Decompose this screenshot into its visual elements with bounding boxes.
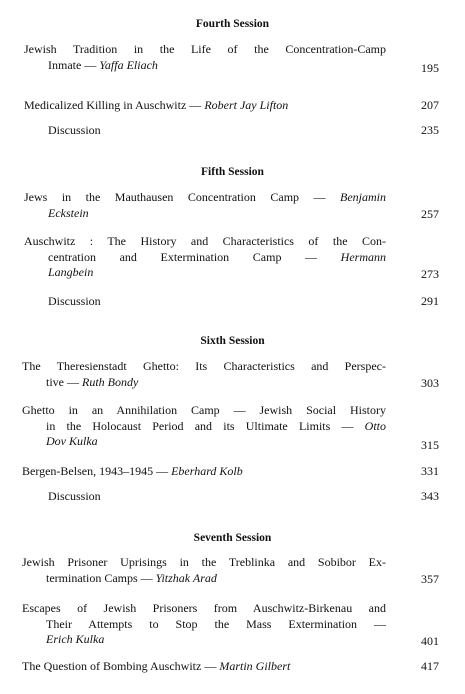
entry-title-line — [22, 375, 386, 391]
entry-title-fragment: termination Camps — — [46, 570, 156, 585]
entry-title-line — [24, 250, 386, 266]
session-heading: Fourth Session — [195, 18, 270, 30]
entry-text — [22, 403, 386, 450]
entry-title: Medicalized Killing in Auschwitz — — [24, 98, 205, 112]
session-heading: Sixth Session — [200, 335, 265, 347]
entry-text — [22, 359, 386, 390]
entry-title-fragment: in the Holocaust Period and its Ultimate Limits — — [46, 418, 365, 433]
entry-author: Martin Gilbert — [219, 659, 291, 673]
entry-author: Hermann — [340, 249, 386, 264]
entry-text — [24, 42, 386, 73]
entry-title: The Question of Bombing Auschwitz — — [22, 659, 220, 673]
entry-title-fragment: centration and Extermination Camp — — [48, 249, 341, 264]
discussion-label: Discussion — [48, 489, 101, 503]
entry-title-line — [24, 58, 386, 74]
page-number: 303 — [421, 376, 439, 390]
entry-title-line: Jewish Tradition in the Life of the Concentration-Camp — [24, 42, 386, 56]
session-heading: Fifth Session — [201, 166, 264, 178]
page-number: 207 — [421, 98, 439, 112]
entry-author: Robert Jay Lifton — [204, 98, 289, 112]
discussion-label: Discussion — [48, 294, 101, 308]
entry-text — [22, 601, 386, 648]
entry-title-line: Ghetto in an Annihilation Camp — Jewish Social History — [22, 403, 386, 417]
page-number: 357 — [421, 572, 439, 586]
session-heading: Seventh Session — [193, 532, 272, 544]
page-number: 273 — [421, 267, 439, 281]
page-number: 195 — [421, 61, 439, 75]
page-number: 343 — [421, 489, 439, 503]
page-number: 315 — [421, 438, 439, 452]
entry-author: Ruth Bondy — [82, 374, 139, 389]
entry-title-fragment: tive — — [46, 374, 82, 389]
entry-author: Eckstein — [48, 205, 89, 220]
entry-author: Erich Kulka — [46, 632, 105, 646]
entry-author: Otto — [364, 418, 386, 433]
entry-title-line: Their Attempts to Stop the Mass Extermination — — [46, 616, 386, 631]
page-number: 257 — [421, 207, 439, 221]
entry-title-fragment: Inmate — — [48, 57, 100, 72]
entry-author: Langbein — [48, 265, 94, 279]
entry-text — [22, 659, 384, 675]
page-number: 401 — [421, 634, 439, 648]
entry-title-fragment: Jews in the Mauthausen Concentration Camp — — [24, 190, 340, 204]
page-number: 291 — [421, 294, 439, 308]
entry-title-line — [24, 190, 386, 206]
entry-title-line: Escapes of Jewish Prisoners from Auschwitz-Birkenau and — [22, 601, 386, 615]
entry-author: Yitzhak Arad — [155, 570, 217, 585]
entry-title-line: Jewish Prisoner Uprisings in the Treblinka and Sobibor Ex- — [22, 555, 386, 569]
entry-text — [22, 555, 386, 586]
entry-title-line — [22, 571, 386, 587]
entry-title-line: Auschwitz : The History and Characteristics of the Con- — [24, 234, 386, 248]
discussion-label: Discussion — [48, 123, 101, 137]
entry-title-line — [22, 419, 386, 435]
entry-author: Benjamin — [340, 190, 386, 204]
page-number: 331 — [421, 464, 439, 478]
entry-author: Dov Kulka — [46, 434, 98, 448]
entry-text — [24, 190, 386, 221]
entry-text — [24, 234, 386, 281]
entry-author: Yaffa Eliach — [99, 57, 158, 72]
entry-text — [22, 464, 384, 480]
page-number: 235 — [421, 123, 439, 137]
entry-title: Bergen-Belsen, 1943–1945 — — [22, 464, 172, 478]
page-number: 417 — [421, 659, 439, 673]
entry-text — [24, 98, 386, 114]
entry-author: Eberhard Kolb — [171, 464, 243, 478]
entry-title-line: The Theresienstadt Ghetto: Its Characteristics and Perspec- — [22, 359, 386, 373]
